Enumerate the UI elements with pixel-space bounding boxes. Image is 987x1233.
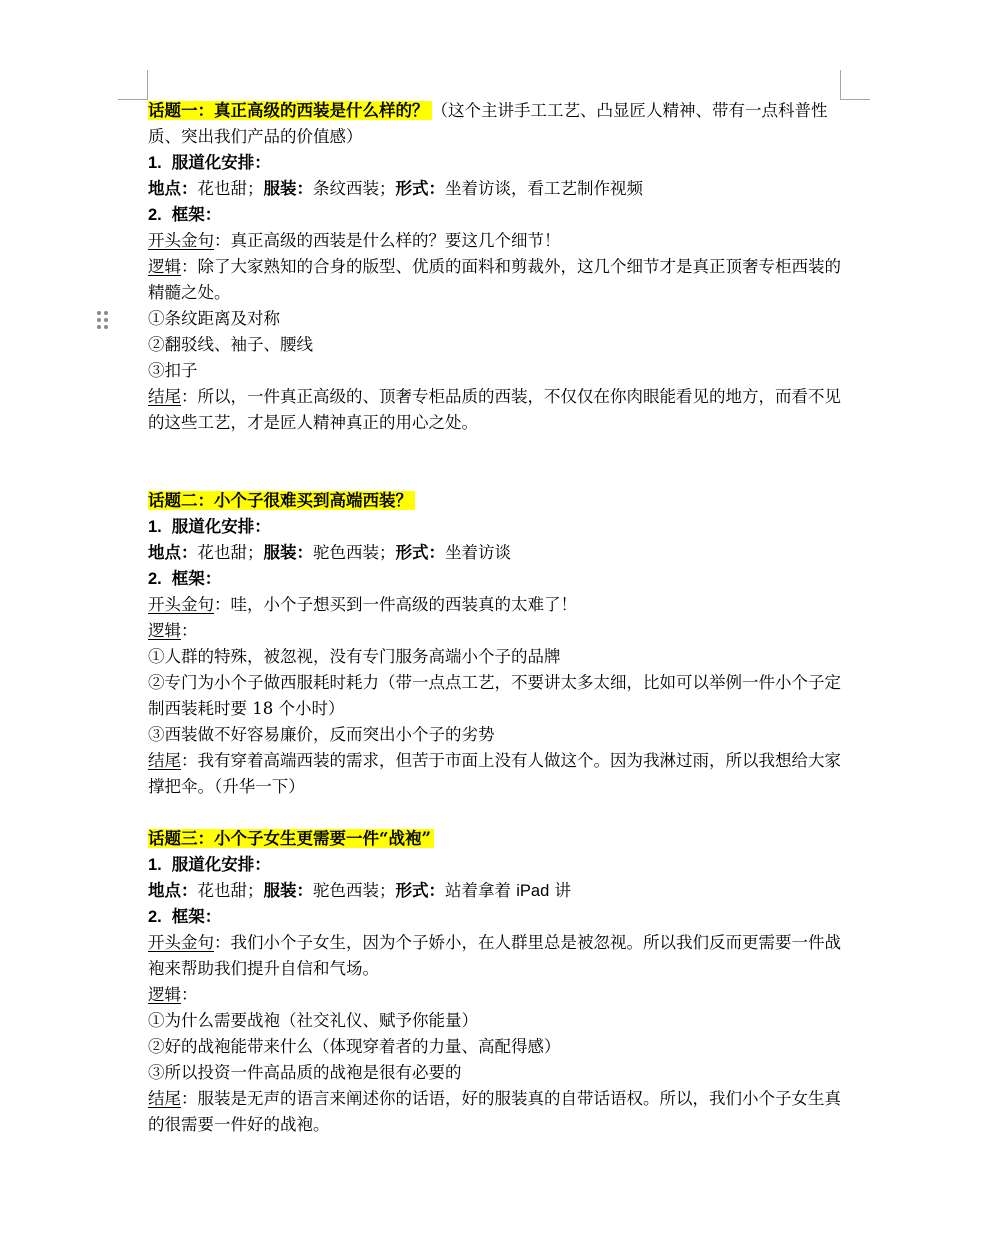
- form-value-ipad: iPad: [516, 882, 550, 900]
- ending-text: ：我有穿着高端西装的需求，但苦于市面上没有人做这个。因为我淋过雨，所以我想给大家撑把伞。（升华一下）: [148, 751, 841, 796]
- topic-1-note: （这个主讲手工工艺、凸显匠人精神、带有一点科普性质、突出我们产品的价值感）: [148, 101, 828, 146]
- topic-2-section-2: [148, 566, 843, 592]
- list-item: ①条纹距离及对称: [148, 309, 280, 328]
- section-label: 服道化安排：: [171, 153, 271, 172]
- list-item: ②专门为小个子做西服耗时耗力（带一点点工艺，不要讲太多太细，比如可以举例一件小个子定制西装耗时要 18 个小时）: [148, 673, 841, 718]
- topic-1-section-2: [148, 202, 843, 228]
- section-number: 2.: [148, 908, 162, 926]
- logic-text: ：: [181, 985, 198, 1004]
- opening-label: 开头金句: [148, 231, 214, 250]
- section-label: 框架：: [171, 569, 222, 588]
- ending-label: 结尾: [148, 1089, 181, 1108]
- section-number: 2.: [148, 206, 162, 224]
- section-number: 2.: [148, 570, 162, 588]
- form-value: 坐着访谈，看工艺制作视频: [445, 179, 643, 198]
- opening-text: ：真正高级的西装是什么样的？要这几个细节！: [214, 231, 561, 250]
- topic-3-logic: [148, 982, 843, 1008]
- place-label: 地点：: [148, 881, 198, 900]
- section-label: 服道化安排：: [171, 517, 271, 536]
- topic-3-opening: [148, 930, 843, 982]
- document-body: [148, 98, 843, 1138]
- form-value-end: 讲: [549, 881, 572, 900]
- topic-2-heading-line: [148, 488, 843, 514]
- form-label: 形式：: [395, 543, 445, 562]
- form-value: 站着拿着: [445, 881, 517, 900]
- crop-mark-right-vertical: [840, 70, 841, 100]
- section-label: 框架：: [171, 907, 222, 926]
- list-item: ③扣子: [148, 361, 198, 380]
- ending-label: 结尾: [148, 751, 181, 770]
- outfit-value: 驼色西装；: [313, 881, 396, 900]
- topic-3-arrangement: [148, 878, 843, 904]
- list-item: ③所以投资一件高品质的战袍是很有必要的: [148, 1063, 462, 1082]
- logic-label: 逻辑: [148, 257, 181, 276]
- opening-label: 开头金句: [148, 933, 214, 952]
- outfit-label: 服装：: [263, 881, 313, 900]
- section-number: 1.: [148, 518, 162, 536]
- list-item: ②好的战袍能带来什么（体现穿着者的力量、高配得感）: [148, 1037, 561, 1056]
- list-item: ②翻驳线、袖子、腰线: [148, 335, 313, 354]
- topic-2-logic: [148, 618, 843, 644]
- crop-mark-left-vertical: [147, 70, 148, 100]
- opening-text: ：哇，小个子想买到一件高级的西装真的太难了！: [214, 595, 577, 614]
- topic-3-title: 话题三：小个子女生更需要一件“战袍”: [148, 829, 434, 848]
- section-number: 1.: [148, 154, 162, 172]
- place-value: 花也甜；: [197, 179, 264, 198]
- topic-1-section-1: [148, 150, 843, 176]
- place-value: 花也甜；: [197, 543, 264, 562]
- outfit-value: 条纹西装；: [313, 179, 396, 198]
- ending-text: ：所以，一件真正高级的、顶奢专柜品质的西装，不仅仅在你肉眼能看见的地方，而看不见的这些工艺，才是匠人精神真正的用心之处。: [148, 387, 841, 432]
- place-value: 花也甜；: [197, 881, 264, 900]
- topic-2-arrangement: [148, 540, 843, 566]
- topic-3-section-1: [148, 852, 843, 878]
- topic-1-opening: [148, 228, 843, 254]
- crop-mark-right-horizontal: [840, 99, 870, 100]
- opening-text: ：我们小个子女生，因为个子娇小，在人群里总是被忽视。所以我们反而更需要一件战袍来帮助我们提升自信和气场。: [148, 933, 841, 978]
- form-value: 坐着访谈: [445, 543, 511, 562]
- topic-3-section-2: [148, 904, 843, 930]
- ending-label: 结尾: [148, 387, 181, 406]
- list-item: ①为什么需要战袍（社交礼仪、赋予你能量）: [148, 1011, 478, 1030]
- logic-text: ：除了大家熟知的合身的版型、优质的面料和剪裁外，这几个细节才是真正顶奢专柜西装的精髓之处。: [148, 257, 841, 302]
- form-label: 形式：: [395, 179, 445, 198]
- outfit-label: 服装：: [263, 179, 313, 198]
- place-label: 地点：: [148, 543, 198, 562]
- topic-2-section-1: [148, 514, 843, 540]
- place-label: 地点：: [148, 179, 198, 198]
- drag-handle-icon[interactable]: [97, 311, 111, 329]
- logic-label: 逻辑: [148, 985, 181, 1004]
- logic-text: ：: [181, 621, 198, 640]
- topic-3-heading-line: [148, 826, 843, 852]
- outfit-value: 驼色西装；: [313, 543, 396, 562]
- topic-3-ending: [148, 1086, 843, 1138]
- opening-label: 开头金句: [148, 595, 214, 614]
- crop-mark-left-horizontal: [118, 99, 148, 100]
- list-item: ③西装做不好容易廉价，反而突出小个子的劣势: [148, 725, 495, 744]
- logic-label: 逻辑: [148, 621, 181, 640]
- section-label: 框架：: [171, 205, 222, 224]
- topic-2-opening: [148, 592, 843, 618]
- topic-2-title: 话题二：小个子很难买到高端西装？: [148, 491, 415, 510]
- topic-1-logic: [148, 254, 843, 306]
- topic-1-arrangement: [148, 176, 843, 202]
- topic-2-ending: [148, 748, 843, 800]
- section-label: 服道化安排：: [171, 855, 271, 874]
- outfit-label: 服装：: [263, 543, 313, 562]
- ending-text: ：服装是无声的语言来阐述你的话语，好的服装真的自带话语权。所以，我们小个子女生真的很需要一件好的战袍。: [148, 1089, 841, 1134]
- topic-1-ending: [148, 384, 843, 436]
- list-item: ①人群的特殊，被忽视，没有专门服务高端小个子的品牌: [148, 647, 561, 666]
- topic-1-heading-line: [148, 98, 843, 150]
- form-label: 形式：: [395, 881, 445, 900]
- section-number: 1.: [148, 856, 162, 874]
- topic-1-title: 话题一：真正高级的西装是什么样的？: [148, 101, 432, 120]
